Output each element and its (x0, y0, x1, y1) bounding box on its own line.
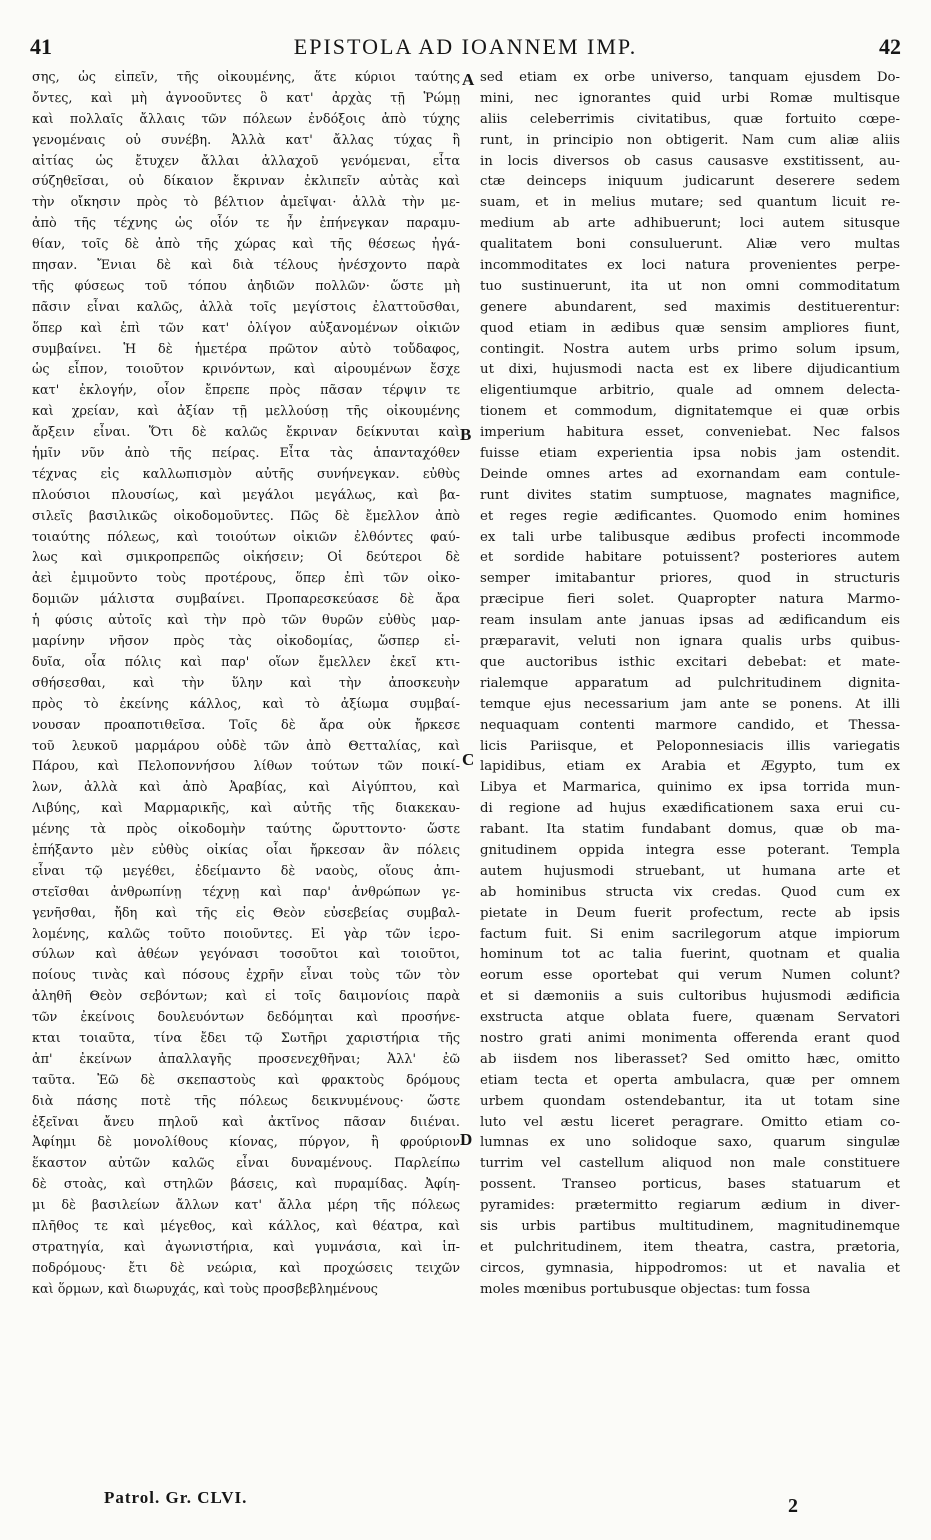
text-line: δομιῶν μάλιστα συμβαίνει. Προπαρεσκεύασε δὲ ἄρα (32, 592, 460, 608)
text-line: πλῆθος τε καὶ μέγεθος, καὶ κάλλος, καὶ θέατρα, καὶ (32, 1218, 460, 1234)
text-line: γενῆσθαι, ἤδη καὶ τῆς εἰς Θεὸν εὐσεβείας συμβαλ- (32, 905, 460, 921)
text-line: ἡμῖν νῦν ἀπὸ τῆς πείρας. Εἶτα τὰς ἁπανταχόθεν (32, 446, 460, 462)
text-line: quod etiam in ædibus quæ sensim ampliores fiunt, (480, 320, 900, 336)
text-line: τοῦ λευκοῦ μαρμάρου οὐδὲ τῶν ἀπὸ Θετταλίας, καὶ (32, 738, 460, 754)
text-line: urbem quondam ostendebantur, ita ut totam sine (480, 1093, 900, 1109)
text-line: licis Pariisque, et Peloponnesiacis illis variegatis (480, 738, 900, 754)
text-line: σης, ὡς εἰπεῖν, τῆς οἰκουμένης, ἅτε κύριοι ταύτης (32, 70, 460, 85)
text-line: medium ab arte adhibuerunt; loci autem situsque (480, 216, 900, 232)
text-line: ἕκαστον αὐτῶν καλῶς εἶναι δυναμένους. Παρλείπω (32, 1156, 460, 1172)
text-line: et reges regie ædificantes. Quomodo enim homines (480, 508, 900, 524)
text-line: possent. Transeo porticus, bases statuarum et (480, 1177, 900, 1193)
text-line: incommoditates ex loci natura provenientes perpe- (480, 258, 900, 274)
text-line: κται τοιαῦτα, τίνα ἔδει τῷ Σωτῆρι χαριστήρια τῆς (32, 1030, 460, 1046)
page-header (0, 34, 931, 66)
text-line: ταῦτα. Ἐῶ δὲ σκεπαστοὺς καὶ φρακτοὺς δρόμους (32, 1072, 460, 1088)
text-line: pyramides: prætermitto regiarum ædium in diver- (480, 1198, 900, 1214)
text-line: θίαν, τοῖς δὲ ἀπὸ τῆς χώρας καὶ τῆς θέσεως ἠγά- (32, 237, 460, 253)
text-line: tuo sustinuerunt, ita ut non omni commoditatum (480, 278, 900, 294)
text-line: λων, ἀλλὰ καὶ ἀπὸ Ἀραβίας, καὶ Αἰγύπτου, καὶ (32, 780, 460, 796)
text-line: κατ' ἐκλογήν, οἷον ἔπρεπε πρὸς πᾶσαν τέρψιν τε (32, 383, 460, 399)
running-title: EPISTOLA AD IOANNEM IMP. (293, 34, 638, 59)
text-line: moles mœnibus portubusque objectas: tum fossa (480, 1281, 811, 1297)
page-number-right: 42 (879, 34, 901, 59)
text-line: ἀεὶ ἐμιμοῦντο τοὺς προτέρους, ὅπερ ἐπὶ τῶν οἰκο- (32, 571, 460, 587)
text-line: præparavit, veluti non ignara qualis urbs quibus- (480, 634, 900, 650)
text-line: πᾶσιν εἶναι καλῶς, ἀλλὰ τοῖς μεγίστοις ἐλαττοῦσθαι, (32, 299, 460, 315)
text-line: μι δὲ βασιλείων ἄλλων κατ' ἄλλα μέρη τῆς πόλεως (32, 1198, 460, 1214)
text-line: rialemque apparatum ad pulchritudinem dignita- (480, 675, 900, 691)
text-line: στρατηγία, καὶ ἀγωνιστήρια, καὶ γυμνάσια, καὶ ἱπ- (32, 1239, 460, 1255)
text-line: rabant. Ita statim fundabant domus, quæ ob ma- (480, 822, 900, 838)
text-line: et si dæmoniis a suis cultoribus hujusmodi ædificia (480, 989, 900, 1005)
text-line: et pulchritudinem, item theatra, castra, prætoria, (480, 1239, 900, 1255)
signature-number: 2 (788, 1495, 798, 1517)
text-line: Deinde omnes artes ad exornandam eam contule- (480, 466, 900, 482)
text-line: di regione ad hujus exædificationem saxa erui cu- (480, 801, 900, 817)
text-line: Πάρου, καὶ Πελοποννήσου λίθων τούτων τῶν ποικί- (32, 759, 460, 775)
text-line: ἐξεῖναι ἄνευ πηλοῦ καὶ ἀκτῖνος πᾶσαν διιέναι. (32, 1114, 460, 1130)
text-line: αἰτίας ὡς ἔτυχεν ἄλλαι ἀλλαχοῦ γενόμεναι, εἶτα (32, 153, 460, 169)
text-line: eorum esse oportebat qui verum Numen colunt? (480, 968, 900, 984)
text-line: καὶ πολλαῖς ἄλλαις τῶν πόλεων ἐνδόξοις ἀπὸ τύχης (32, 111, 460, 127)
text-line: in locis diversos ob casus causasve exstitissent, au- (480, 153, 900, 169)
text-line: hominum tot ac talia fuerint, quotnam et qualia (480, 947, 900, 963)
text-line: ab iisdem nos liberasset? Sed omitto hæc, omitto (480, 1051, 900, 1067)
text-line: ἀληθῆ Θεὸν σεβόντων; καὶ εἰ τοῖς δαιμονίοις παρὰ (32, 989, 460, 1005)
text-line: γενομέναις οὐ συνέβη. Ἀλλὰ κατ' ἄλλας τύχας ἢ (32, 132, 460, 148)
text-line: πρὸς τὸ ἐκείνης κάλλος, καὶ τὸ ἀξίωμα συμβαί- (32, 696, 460, 712)
text-line: ἀπ' ἐκείνων ἀπαλλαγῆς προσενεχθῆναι; Ἀλλ' ἐῶ (32, 1051, 460, 1067)
section-marker-b: B (460, 425, 472, 444)
text-line: καὶ ὅρμων, καὶ διωρυχάς, καὶ τοὺς προσβεβλημένους (32, 1281, 378, 1297)
text-line: aliis celeberrimis civitatibus, quæ fortuito cœpe- (480, 111, 900, 127)
text-line: τέχνας εἰς καλλωπισμὸν αὐτῆς συνήνεγκαν. εὐθὺς (32, 466, 460, 482)
text-line: contingit. Nostra autem urbs primo solum ipsum, (480, 341, 900, 357)
text-line: ἀπὸ τῆς τέχνης ὡς οἷόν τε ἦν ἐπήνεγκαν παραμυ- (32, 216, 460, 232)
text-line: ream insulam ante januas ipsas ad ædificandum eis (480, 613, 900, 629)
text-line: σθήσεσθαι, καὶ τὴν ὕλην καὶ τὴν ἀποσκευὴν (32, 675, 460, 691)
text-line: nequaquam contenti marmore candido, et Thessa- (480, 717, 900, 733)
text-line: genere abundarent, sed maximis destituerentur: (480, 299, 900, 315)
text-line: mini, nec ignorantes quid urbi Romæ multisque (480, 90, 900, 106)
text-line: ctæ deinceps iniquum judicarunt deserere sedem (480, 174, 900, 190)
text-line: ὄντες, καὶ μὴ ἀγνοοῦντες ὃ κατ' ἀρχὰς τῇ Ῥώμῃ (32, 90, 460, 106)
text-line: σύζηθεῖσαι, οὐ δίκαιον ἔκριναν ἐκλιπεῖν αὐτὰς καὶ (32, 174, 460, 190)
text-line: διὰ πάσης ποτὲ τῆς πόλεως δεικνυμένους· ὥστε (32, 1093, 460, 1109)
section-marker-c: C (462, 750, 475, 769)
text-line: εἶναι τῷ μεγέθει, ἐδείμαντο δὲ ναοὺς, οἵους ἀπι- (32, 863, 460, 879)
text-line: exstructa atque oblata fuere, quænam Servatori (480, 1010, 900, 1026)
text-line: qualitatem boni consuluerunt. Aliæ vero multas (480, 237, 900, 253)
latin-text-column (480, 68, 900, 1488)
text-line: σιλεῖς βασιλικῶς οἰκοδομοῦντες. Πῶς δὲ ἔμελλον ἀπὸ (32, 508, 460, 524)
text-line: runt, in principio non obtigerit. Nam cum aliæ aliis (480, 132, 900, 148)
greek-text-column (32, 68, 460, 1488)
text-line: autem hujusmodi struebant, ut humana arte et (480, 863, 900, 879)
text-line: factum fuit. Si enim sacrilegorum atque impiorum (480, 926, 900, 942)
text-line: etiam tecta et operta ambulacra, quæ per omnem (480, 1072, 900, 1088)
text-line: στεῖσθαι ἀνθρωπίνῃ τέχνῃ καὶ παρ' ἀνθρώπων γε- (32, 884, 460, 900)
text-line: lapidibus, etiam ex Arabia et Ægypto, tum ex (480, 759, 900, 775)
text-line: circos, gymnasia, hippodromos: ut et navalia et (480, 1260, 900, 1276)
text-line: λομένης, καλῶς τοῦτο ποιοῦντες. Εἰ γὰρ τῶν ἱερο- (32, 926, 460, 942)
text-line: sis urbis partibus multitudinem, magnitudinemque (480, 1218, 900, 1234)
text-line: luto vel æstu liceret peragrare. Omitto etiam co- (480, 1114, 900, 1130)
text-line: ut dixi, hujusmodi nacta est ex libere dijudicantium (480, 362, 900, 378)
text-line: fuisse etiam experientia ipsa nobis jam ostendit. (480, 446, 900, 462)
text-line: ὅπερ καὶ ἐπὶ τῶν κατ' ὀλίγον αὐξανομένων οἰκιῶν (32, 320, 460, 336)
text-line: pietate in Deum fuerit profectum, recte ab ipsis (480, 905, 900, 921)
text-line: suam, et in melius mutare; sed quantum licuit re- (480, 195, 900, 211)
text-line: δυῖα, οἷα πόλις καὶ παρ' οἵων ἔμελλεν ἐκεῖ κτι- (32, 654, 460, 670)
text-line: τῶν ἐκείνοις δουλευόντων δεδόμηται καὶ προσήνε- (32, 1010, 460, 1026)
text-line: τοιαύτης πόλεως, καὶ τοιούτων οἰκιῶν ἐλθόντες φαύ- (32, 529, 460, 545)
text-line: tionem et commodum, dignitatemque ei quæ orbis (480, 404, 900, 420)
text-line: eligentiumque arbitrio, quale ad omnem delecta- (480, 383, 900, 399)
text-line: νουσαν προαποτιθεῖσα. Τοῖς δὲ ἄρα οὐκ ἤρκεσε (32, 717, 460, 733)
text-line: συμβαίνει. Ἡ δὲ ἡμετέρα πρῶτον αὐτὸ τοὔδαφος, (32, 341, 460, 357)
text-line: καὶ χρείαν, καὶ ἀξίαν τῇ μελλούσῃ τῆς οἰκουμένης (32, 404, 460, 420)
text-line: μαρίνην νῆσον πρὸς τὰς οἰκοδομίας, ὥσπερ εἰ- (32, 634, 460, 650)
text-line: Libya et Marmarica, quinimo ex ipsa torrida mun- (480, 780, 900, 796)
text-line: Λιβύης, καὶ Μαρμαρικῆς, καὶ αὐτῆς τῆς διακεκαυ- (32, 801, 460, 817)
text-line: σύλων καὶ ἀθέων γεγόνασι τοσοῦτοι καὶ τοιοῦτοι, (32, 947, 460, 963)
section-marker-d: D (460, 1130, 473, 1149)
text-line: temque ejus necessarium jam ante se ponens. At illi (480, 696, 900, 712)
text-line: ἄρξειν εἶναι. Ὅτι δὲ καλῶς ἔκριναν δείκνυται καὶ (32, 425, 460, 441)
text-line: runt divites statim sumptuose, magnates magnifice, (480, 487, 900, 503)
text-line: imperium habitura esset, conveniebat. Nec falsos (480, 425, 900, 441)
text-line: præcipue fieri solet. Quapropter natura Marmo- (480, 592, 900, 608)
text-line: πλούσιοι πλουσίως, καὶ μεγάλοι μεγάλως, καὶ βα- (32, 487, 460, 503)
text-line: nostro grati animi monimenta offerenda erant quod (480, 1030, 900, 1046)
text-line: πησαν. Ἔνιαι δὲ καὶ διὰ τέλους ἠνέσχοντο παρὰ (32, 258, 460, 274)
text-line: Ἀφίημι δὲ μονολίθους κίονας, πύργον, ἢ φρούριον (32, 1135, 460, 1151)
series-footer: Patrol. Gr. CLVI. (104, 1488, 248, 1507)
text-line: ποδρόμους· ἔτι δὲ νεώρια, καὶ προχώσεις τειχῶν (32, 1260, 460, 1276)
text-line: τὴν οἴκησιν πρὸς τὸ βέλτιον ἀμεῖψαι· ἀλλὰ τὴν με- (32, 195, 460, 211)
text-line: gnitudinem oppida integra esse poterant. Templa (480, 842, 900, 858)
text-line: sed etiam ex orbe universo, tanquam ejusdem Do- (480, 70, 900, 85)
text-line: τῆς φύσεως τοῦ τόπου ἀηδιῶν πολλῶν· ὥστε μὴ (32, 278, 460, 294)
text-line: que auctoribus isthic excitari debebat: et mate- (480, 654, 900, 670)
text-line: ab hominibus structa vix credas. Quod cum ex (480, 884, 900, 900)
text-line: ποίους τινὰς καὶ πόσους ἐχρῆν εἶναι τοὺς τῶν τὸν (32, 968, 460, 984)
section-marker-a: A (462, 70, 475, 89)
text-line: ex tali urbe talibusque ædibus profecti incommode (480, 529, 900, 545)
text-line: ἐπήξαντο μὲν εὐθὺς οἰκίας οἷαι ἤρκεσαν ἂν πόλεις (32, 842, 460, 858)
text-line: et sordide habitare potuissent? posteriores autem (480, 550, 900, 566)
text-line: ὡς εἶπον, τοιοῦτον κρινόντων, καὶ αἱρουμένων ἔσχε (32, 362, 460, 378)
text-line: semper imitabantur priores, quod in structuris (480, 571, 900, 587)
text-line: λως καὶ σμικροπρεπῶς οἰκήσειν; Οἱ δεύτεροι δὲ (32, 550, 460, 566)
text-line: δὲ στοὰς, καὶ στηλῶν βάσεις, καὶ πυραμίδας. Ἀφίη- (32, 1177, 460, 1193)
text-line: μένης τὰ πρὸς οἰκοδομὴν ταύτης ὤρυττοντο· ὥστε (32, 822, 460, 838)
text-line: ἡ φύσις αὐτοῖς καὶ τὴν πρὸ τῶν θυρῶν εὐθὺς μαρ- (32, 613, 460, 629)
text-line: lumnas ex uno solidoque saxo, quarum singulæ (480, 1135, 900, 1151)
text-line: turrim vel castellum aliquod non male constituere (480, 1156, 900, 1172)
page-number-left: 41 (30, 34, 52, 59)
